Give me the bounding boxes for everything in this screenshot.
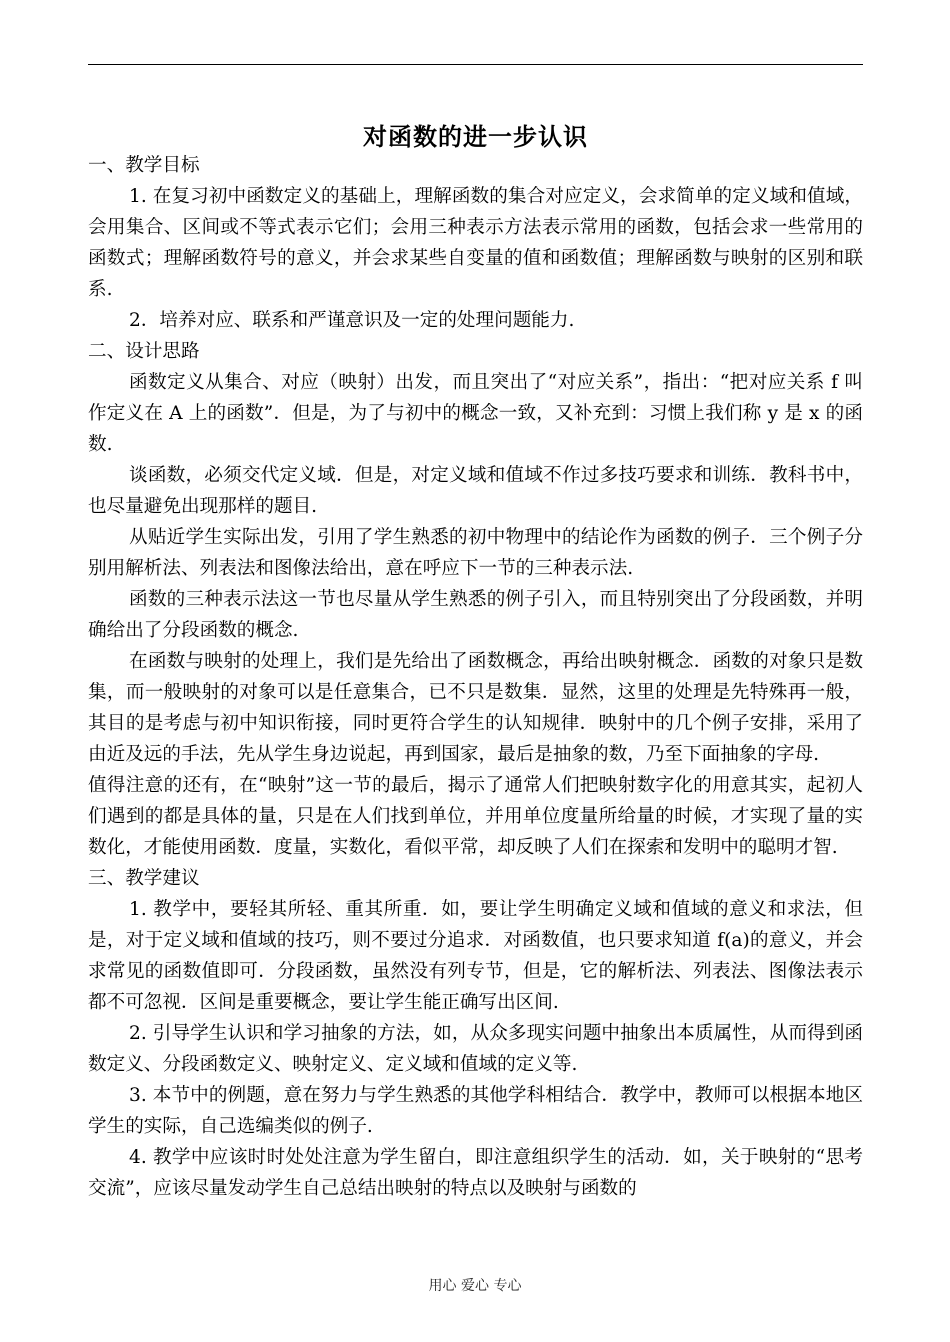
paragraph: 4. 教学中应该时时处处注意为学生留白，即注意组织学生的活动．如，关于映射的“思考交流”，应该尽量发动学生自己总结出映射的特点以及映射与函数的 xyxy=(88,1147,863,1199)
section-heading-objectives: 一、教学目标 xyxy=(88,155,200,176)
document-body xyxy=(88,150,863,1204)
paragraph: 2．培养对应、联系和严谨意识及一定的处理问题能力. xyxy=(129,310,575,331)
paragraph: 谈函数，必须交代定义域．但是，对定义域和值域不作过多技巧要求和训练．教科书中，也尽量避免出现那样的题目. xyxy=(88,465,863,517)
paragraph: 从贴近学生实际出发，引用了学生熟悉的初中物理中的结论作为函数的例子．三个例子分别用解析法、列表法和图像法给出，意在呼应下一节的三种表示法. xyxy=(88,527,863,579)
paragraph: 1. 教学中，要轻其所轻、重其所重．如，要让学生明确定义域和值域的意义和求法，但是，对于定义域和值域的技巧，则不要过分追求．对函数值，也只要求知道 f(a)的意义，并会求常见的函数值即可．分段函数，虽然没有列专节，但是，它的解析法、列表法、图像法表示都不可忽视．区间是重要概念，要让学生能正确写出区间. xyxy=(88,899,863,1013)
section-heading-suggestions: 三、教学建议 xyxy=(88,868,200,889)
paragraph: 1. 在复习初中函数定义的基础上，理解函数的集合对应定义，会求简单的定义域和值域，会用集合、区间或不等式表示它们；会用三种表示方法表示常用的函数，包括会求一些常用的函数式；理解函数符号的意义，并会求某些自变量的值和函数值；理解函数与映射的区别和联系. xyxy=(88,186,863,300)
paragraph: 函数定义从集合、对应（映射）出发，而且突出了“对应关系”，指出：“把对应关系 f 叫作定义在 A 上的函数”．但是，为了与初中的概念一致，又补充到：习惯上我们称 y 是 x 的函数. xyxy=(88,372,863,455)
paragraph: 2. 引导学生认识和学习抽象的方法，如，从众多现实问题中抽象出本质属性，从而得到函数定义、分段函数定义、映射定义、定义域和值域的定义等. xyxy=(88,1023,863,1075)
header-rule xyxy=(88,64,863,65)
page-title: 对函数的进一步认识 xyxy=(363,122,588,151)
paragraph: 值得注意的还有，在“映射”这一节的最后，揭示了通常人们把映射数字化的用意其实，起初人们遇到的都是具体的量，只是在人们找到单位，并用单位度量所给量的时候，才实现了量的实数化，才能使用函数．度量，实数化，看似平常，却反映了人们在探索和发明中的聪明才智. xyxy=(88,775,863,858)
paragraph: 函数的三种表示法这一节也尽量从学生熟悉的例子引入，而且特别突出了分段函数，并明确给出了分段函数的概念. xyxy=(88,589,863,641)
paragraph: 3. 本节中的例题，意在努力与学生熟悉的其他学科相结合．教学中，教师可以根据本地区学生的实际，自己选编类似的例子. xyxy=(88,1085,863,1137)
paragraph: 在函数与映射的处理上，我们是先给出了函数概念，再给出映射概念．函数的对象只是数集，而一般映射的对象可以是任意集合，已不只是数集．显然，这里的处理是先特殊再一般，其目的是考虑与初中知识衔接，同时更符合学生的认知规律．映射中的几个例子安排，采用了由近及远的手法，先从学生身边说起，再到国家，最后是抽象的数，乃至下面抽象的字母. xyxy=(88,651,863,765)
page-footer: 用心 爱心 专心 xyxy=(428,1278,522,1294)
section-heading-design: 二、设计思路 xyxy=(88,341,200,362)
